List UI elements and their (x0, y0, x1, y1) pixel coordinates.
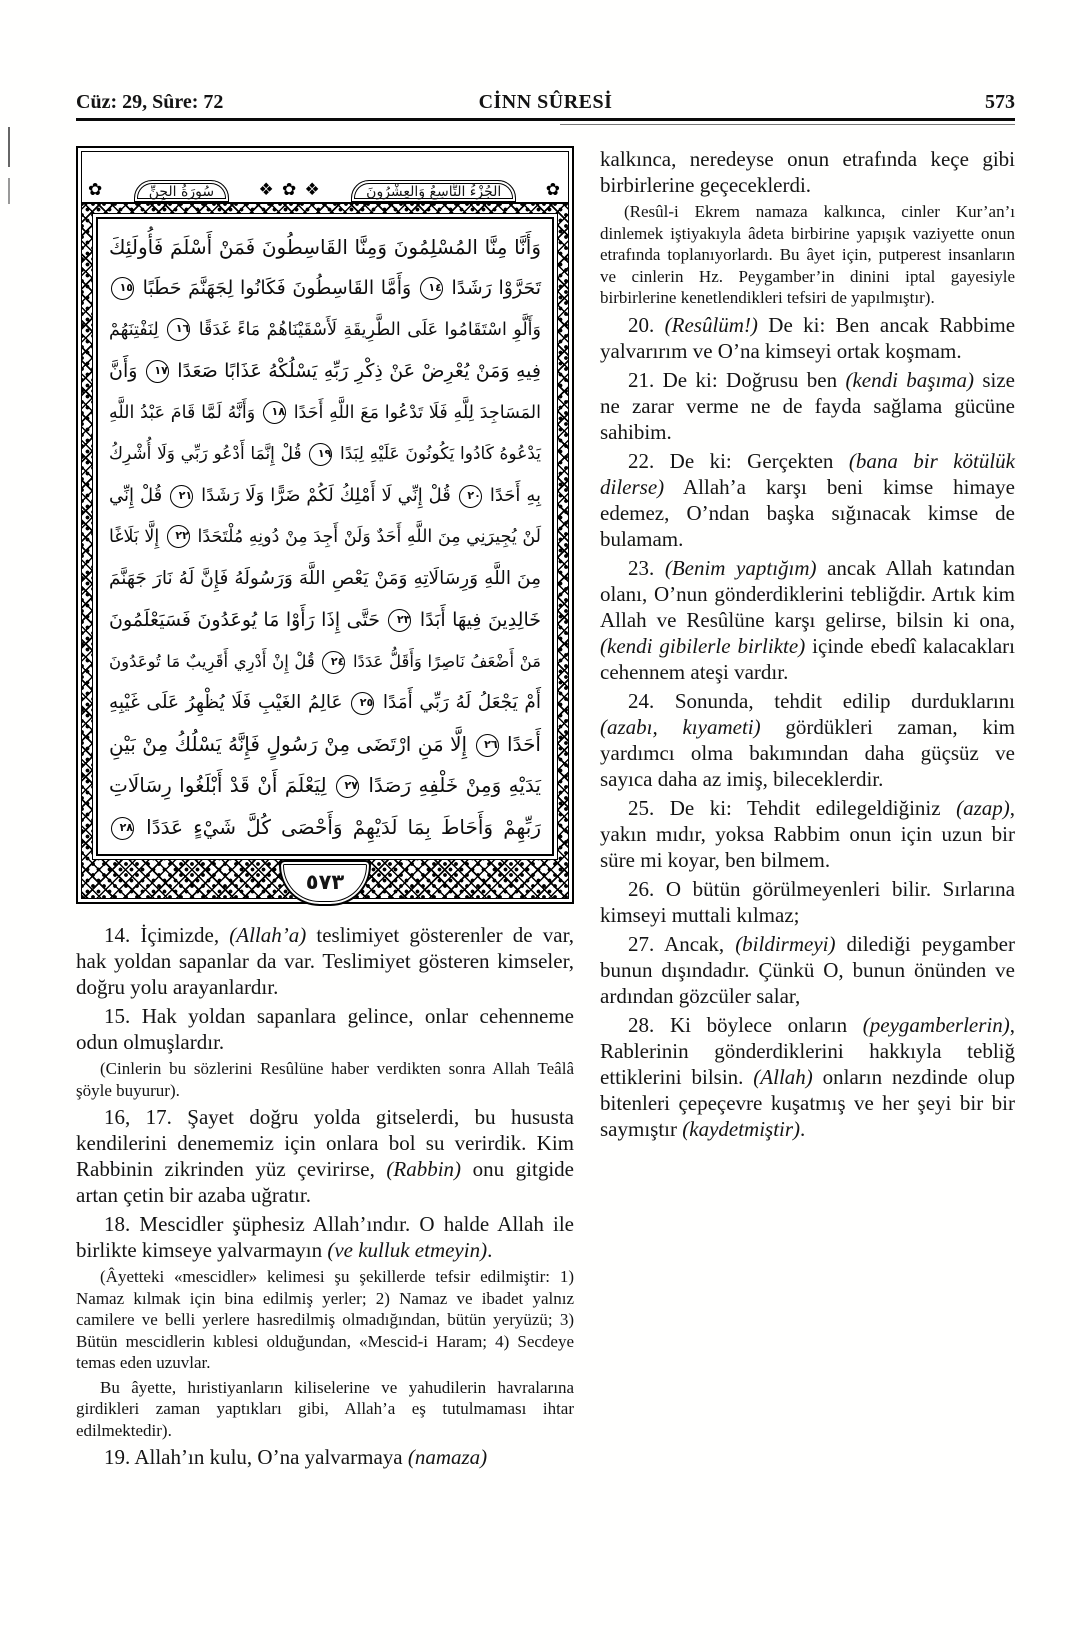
arabic-text: بِهِ أَحَدًا (483, 485, 542, 507)
verse-text: ancak Allah katından olanı, O’nun gönderdiklerini tebliğdir. Artık kim Allah ve Resûlüne karşı gelirse, bilsin ki ona, (600, 555, 1016, 632)
ayah-number-rosette: ٢٥ (351, 692, 374, 715)
ayah-number-rosette: ١٩ (309, 443, 332, 466)
juz-surah-info: Cüz: 29, Sûre: 72 (76, 91, 224, 113)
arabic-text: مِنَ اللَّهِ وَرِسَالَاتِهِ وَمَنْ يَعْصِ اللَّهَ وَرَسُولَهُ فَإِنَّ لَهُ نَارَ جَهَنَّمَ (109, 568, 541, 590)
scan-artifact (8, 178, 10, 204)
verse-text: 24. Sonunda, tehdit edilip durduklarını (628, 688, 1015, 713)
ayah-number-rosette: ٢٤ (322, 651, 345, 674)
arabic-text: وَأَنَّ (109, 360, 144, 383)
ayah-number-rosette: ١٤ (420, 277, 443, 300)
verse-text: 18. Mescidler şüphesiz Allah’ındır. O halde Allah ile birlikte kimseye yalvarmayın (76, 1212, 574, 1263)
verse-paragraph (600, 146, 1015, 198)
arabic-text: لِنَفْتِنَهُمْ (109, 319, 166, 340)
arabic-text: يَدْعُوهُ كَادُوا يَكُونُونَ عَلَيْهِ لِبَدًا (334, 444, 541, 465)
verse-text: 28. Ki böylece onların (628, 1012, 863, 1037)
verse-text: 14. İçimizde, (104, 923, 230, 948)
verse-text: gördükleri zaman, kim yardımcı olma bakımından daha güçsüz ve sayıca daha az imiş, bileceklerdir. (600, 714, 1015, 791)
verse-paragraph (76, 1104, 574, 1208)
right-column-text (600, 146, 1015, 1142)
two-column-body (76, 146, 1015, 1473)
verse-text: Bu âyette, hıristiyanların kiliselerine ve yahudilerin havralarına girdikleri zaman yaptıkları gibi, Allah’a eş tutulmaması ihtar edilmektedir). (76, 1377, 574, 1440)
ayah-number-rosette: ٢٢ (167, 525, 190, 548)
mushaf-page-number-medallion (279, 860, 371, 906)
inline-gloss: (ve kulluk etmeyin) (327, 1238, 488, 1263)
verse-paragraph (76, 1003, 574, 1055)
left-column-text (76, 922, 574, 1470)
header-rule (76, 118, 1015, 121)
juz-name-cartouche (351, 180, 516, 202)
commentary-note (76, 1266, 574, 1374)
verse-text: . (487, 1238, 493, 1263)
arabic-text: المَسَاجِدَ لِلَّهِ فَلَا تَدْعُوا مَعَ اللَّهِ أَحَدًا (287, 402, 541, 423)
mushaf-line (109, 600, 541, 641)
center-ornament-icon: ❖ ✿ ❖ (258, 180, 322, 199)
verse-text: Allah’a karşı beni kimse himaye edemez, O’ndan başka sığınacak kimse de bulamam. (600, 474, 1015, 551)
inline-gloss: (bildirmeyi) (735, 931, 836, 956)
verse-paragraph (600, 367, 1015, 445)
mushaf-line (109, 475, 541, 516)
verse-paragraph (600, 876, 1015, 928)
mushaf-line (109, 682, 541, 723)
verse-text: (Cinlerin bu sözlerini Resûlüne haber verdikten sonra Allah Teâlâ şöyle buyurur). (76, 1059, 574, 1100)
ayah-number-rosette: ٢٠ (459, 485, 482, 508)
mushaf-line (109, 434, 541, 475)
mushaf-header-band (82, 152, 568, 204)
verse-paragraph (76, 1211, 574, 1263)
inline-gloss: (Rabbin) (386, 1157, 462, 1182)
inline-gloss: (azabı, kıyameti) (600, 714, 761, 739)
arabic-text: لَنْ يُجِيرَنِي مِنَ اللَّهِ أَحَدٌ وَلَنْ أَجِدَ مِنْ دُونِهِ مُلْتَحَدًا (191, 526, 542, 547)
ayah-number-rosette: ٢٦ (476, 734, 499, 757)
verse-text: onu gitgide artan çetin bir azaba uğratır. (76, 1157, 574, 1208)
verse-text: (Âyetteki «mescidler» kelimesi şu şekillerde tefsir edilmiştir: 1) Namaz kılmak için bina edilmiş yerler; 2) Namaz ve ibadet yalnız camilere ve belli yerlere hasredilmiş olmadığından, bütün yeryüzü; 3) Bütün mescidlerin kıblesi olduğundan, «Mescid-i Haram; 4) Secdeye temas eden uzuvlar. (76, 1267, 574, 1373)
verse-text: (Resûl-i Ekrem namaza kalkınca, cinler Kur’an’ı dinlemek iştiyakıyla âdeta birbirine yapışık vaziyette onun etrafında toplanıyorlardı. Bu âyet için, putperest insanların ve cinlerin Hz. Peygamber’in dinini iptal gayesiyle birbirlerine kenetlendikleri tefsiri de yapılmıştır). (600, 202, 1015, 307)
mushaf-line (109, 641, 541, 682)
commentary-note (600, 201, 1015, 309)
inline-gloss: (azap) (956, 795, 1010, 820)
header-rule-artifact (560, 124, 1015, 125)
surah-title: CİNN SÛRESİ (478, 91, 613, 113)
mushaf-text-area (96, 217, 554, 856)
verse-text: 15. Hak yoldan sapanlara gelince, onlar cehenneme odun olmuşlardır. (76, 1004, 574, 1055)
verse-text: 26. O bütün görülmeyenleri bilir. Sırlarına kimseyi muttali kılmaz; (600, 876, 1015, 927)
mushaf-page-number-arabic: ٥٧٣ (305, 870, 345, 895)
arabic-text: لِيَعْلَمَ أَنْ قَدْ أَبْلَغُوا رِسَالَاتِ (109, 773, 334, 798)
verse-text: teslimiyet gösterenler de var, hak yoldan sapanlar da var. Teslimiyet gösteren kimseler, doğru yolu arayanlardır. (76, 923, 574, 1000)
verse-paragraph (600, 1012, 1015, 1142)
verse-text: dilediği peygamber bunun dışındadır. Çünkü O, bunun önünden ve ardından gözcüler salar, (600, 931, 1015, 1008)
ayah-number-rosette: ٢٨ (111, 817, 134, 840)
arabic-text: فِيهِ وَمَنْ يُعْرِضْ عَنْ ذِكْرِ رَبِّهِ يَسْلُكْهُ عَذَابًا صَعَدًا (170, 360, 541, 383)
commentary-note (76, 1058, 574, 1101)
verse-text: içinde ebedî kalacakları cehennem ateşi vardır. (600, 633, 1015, 684)
verse-paragraph (600, 555, 1015, 685)
arabic-text: وَأَنَّهُ لَمَّا قَامَ عَبْدُ اللَّهِ (109, 402, 261, 423)
inline-gloss: (Benim yaptığım) (664, 555, 817, 580)
verse-paragraph (76, 922, 574, 1000)
arabic-text: أَمْ يَجْعَلُ لَهُ رَبِّي أَمَدًا (376, 692, 542, 714)
mushaf-line (109, 393, 541, 434)
arabic-text: وَأَنَّا مِنَّا المُسْلِمُونَ وَمِنَّا القَاسِطُونَ فَمَنْ أَسْلَمَ فَأُولَئِكَ (109, 235, 541, 259)
mushaf-line (109, 724, 541, 765)
verse-text: . (800, 1116, 806, 1141)
page-number: 573 (985, 91, 1015, 113)
surah-name-arabic: سُورَةُ الجِنِّ (148, 184, 215, 200)
arabic-text: خَالِدِينَ فِيهَا أَبَدًا (413, 608, 541, 631)
verse-text: 27. Ancak, (628, 931, 736, 956)
arabic-text: رَبِّهِمْ وَأَحَاطَ بِمَا لَدَيْهِمْ وَأَحْصَى كُلَّ شَيْءٍ عَدَدًا (136, 814, 541, 839)
verse-text: 20. (628, 312, 665, 337)
inline-gloss: (namaza) (407, 1445, 488, 1470)
arabic-text: وَأَلَّوِ اسْتَقَامُوا عَلَى الطَّرِيقَةِ لَأَسْقَيْنَاهُمْ مَاءً غَدَقًا (192, 319, 541, 340)
arabic-text: إِلَّا بَلَاغًا (109, 526, 165, 547)
verse-text: , yakın mıdır, yoksa Rabbim onun için uzun bir süre mi koyar, ben bilmem. (600, 795, 1015, 872)
mushaf-line (109, 517, 541, 558)
ayah-number-rosette: ٢٧ (336, 775, 359, 798)
mushaf-line (109, 558, 541, 599)
mushaf-plate (76, 146, 574, 904)
inline-gloss: (Resûlüm!) (664, 312, 758, 337)
arabic-text: حَتَّى إِذَا رَأَوْا مَا يُوعَدُونَ فَسَيَعْلَمُونَ (109, 608, 387, 631)
verse-paragraph (76, 1444, 574, 1470)
left-column (76, 146, 574, 1473)
verse-text: 21. De ki: Doğrusu ben (628, 367, 846, 392)
surah-name-cartouche (134, 180, 229, 202)
ayah-number-rosette: ١٧ (146, 360, 169, 383)
right-column (600, 146, 1015, 1473)
verse-text: 25. De ki: Tehdit edilegeldiğiniz (628, 795, 957, 820)
inline-gloss: (bana bir kötülük dilerse) (600, 448, 1016, 499)
verse-text: kalkınca, neredeyse onun etrafında keçe gibi birbirlerine geçeceklerdi. (600, 147, 1015, 197)
verse-paragraph (600, 795, 1015, 873)
verse-paragraph (600, 688, 1015, 792)
arabic-text: أَحَدًا (500, 731, 541, 756)
inline-gloss: (kaydetmiştir) (682, 1116, 801, 1141)
ayah-number-rosette: ١٨ (263, 401, 286, 424)
commentary-note (76, 1377, 574, 1442)
arabic-text: قُلْ إِنَّمَا أَدْعُو رَبِّي وَلَا أُشْرِكُ (109, 444, 308, 465)
inline-gloss: (Allah) (753, 1064, 813, 1089)
mushaf-frame (81, 151, 569, 899)
arabesque-border-band (82, 204, 568, 898)
mushaf-line (109, 310, 541, 351)
arabic-text: إِلَّا مَنِ ارْتَضَى مِنْ رَسُولٍ فَإِنَّهُ يَسْلُكُ مِنْ بَيْنِ (109, 731, 474, 756)
arabic-text: قُلْ إِنِّي (109, 485, 169, 507)
inline-gloss: (Allah’a) (229, 923, 307, 948)
page-header (76, 84, 1015, 114)
verse-paragraph (600, 931, 1015, 1009)
ayah-number-rosette: ٢٣ (388, 609, 411, 632)
arabic-text: تَحَرَّوْا رَشَدًا (444, 277, 541, 300)
mushaf-line (109, 765, 541, 806)
verse-text: 19. Allah’ın kulu, O’na yalvarmaya (104, 1445, 408, 1470)
verse-text: , Rablerinin gönderdiklerini hakkıyla tebliğ ettiklerini bilsin. (600, 1012, 1015, 1089)
verse-text: 16, 17. Şayet doğru yolda gitselerdi, bu hususta kendilerini denememiz için onlara bol su verirdik. Kim Rabbinin zikrinden yüz çevirirse, (76, 1105, 574, 1182)
inline-gloss: (peygamberlerin) (862, 1012, 1010, 1037)
ayah-number-rosette: ٢١ (170, 485, 193, 508)
flower-ornament-icon: ✿ (545, 180, 562, 199)
arabic-text: قُلْ إِنِّي لَا أَمْلِكُ لَكُمْ ضَرًّا وَلَا رَشَدًا (195, 485, 457, 507)
flower-ornament-icon: ✿ (88, 180, 105, 199)
verse-text: 22. De ki: Gerçekten (628, 448, 849, 473)
ayah-number-rosette: ١٥ (111, 277, 134, 300)
arabic-text: وَأَمَّا القَاسِطُونَ فَكَانُوا لِجَهَنَّمَ حَطَبًا (136, 277, 418, 300)
verse-paragraph (600, 312, 1015, 364)
verse-text: De ki: Ben ancak Rabbime yalvarırım ve O’na kimseyi ortak koşmam. (600, 312, 1016, 363)
verse-text: size ne zarar verme ne de fayda sağlama gücüne sahibim. (600, 367, 1015, 444)
arabic-text: قُلْ إِنْ أَدْرِي أَقَرِيبٌ مَا تُوعَدُونَ (109, 652, 321, 672)
verse-paragraph (600, 448, 1015, 552)
inline-gloss: (kendi başıma) (845, 367, 974, 392)
inline-gloss: (kendi gibilerle birlikte) (600, 633, 806, 658)
arabic-text: مَنْ أَضْعَفُ نَاصِرًا وَأَقَلُّ عَدَدًا (347, 652, 542, 672)
scan-artifact (8, 127, 10, 167)
arabic-text: عَالِمُ الغَيْبِ فَلَا يُظْهِرُ عَلَى غَيْبِهِ (109, 692, 350, 714)
verse-text: onların nezdinde olup bitenleri çepeçevre kuşatmış ve her şeyi bir bir saymıştır (600, 1064, 1015, 1141)
mushaf-line (109, 227, 541, 268)
verse-text: 23. (628, 555, 665, 580)
ayah-number-rosette: ١٦ (167, 318, 190, 341)
mushaf-line (109, 268, 541, 309)
mushaf-line (109, 807, 541, 848)
juz-name-arabic: الجُزْءُ التَّاسِعُ وَالعِشْرُونَ (366, 184, 502, 200)
arabic-text: يَدَيْهِ وَمِنْ خَلْفِهِ رَصَدًا (360, 773, 542, 798)
mushaf-line (109, 351, 541, 392)
